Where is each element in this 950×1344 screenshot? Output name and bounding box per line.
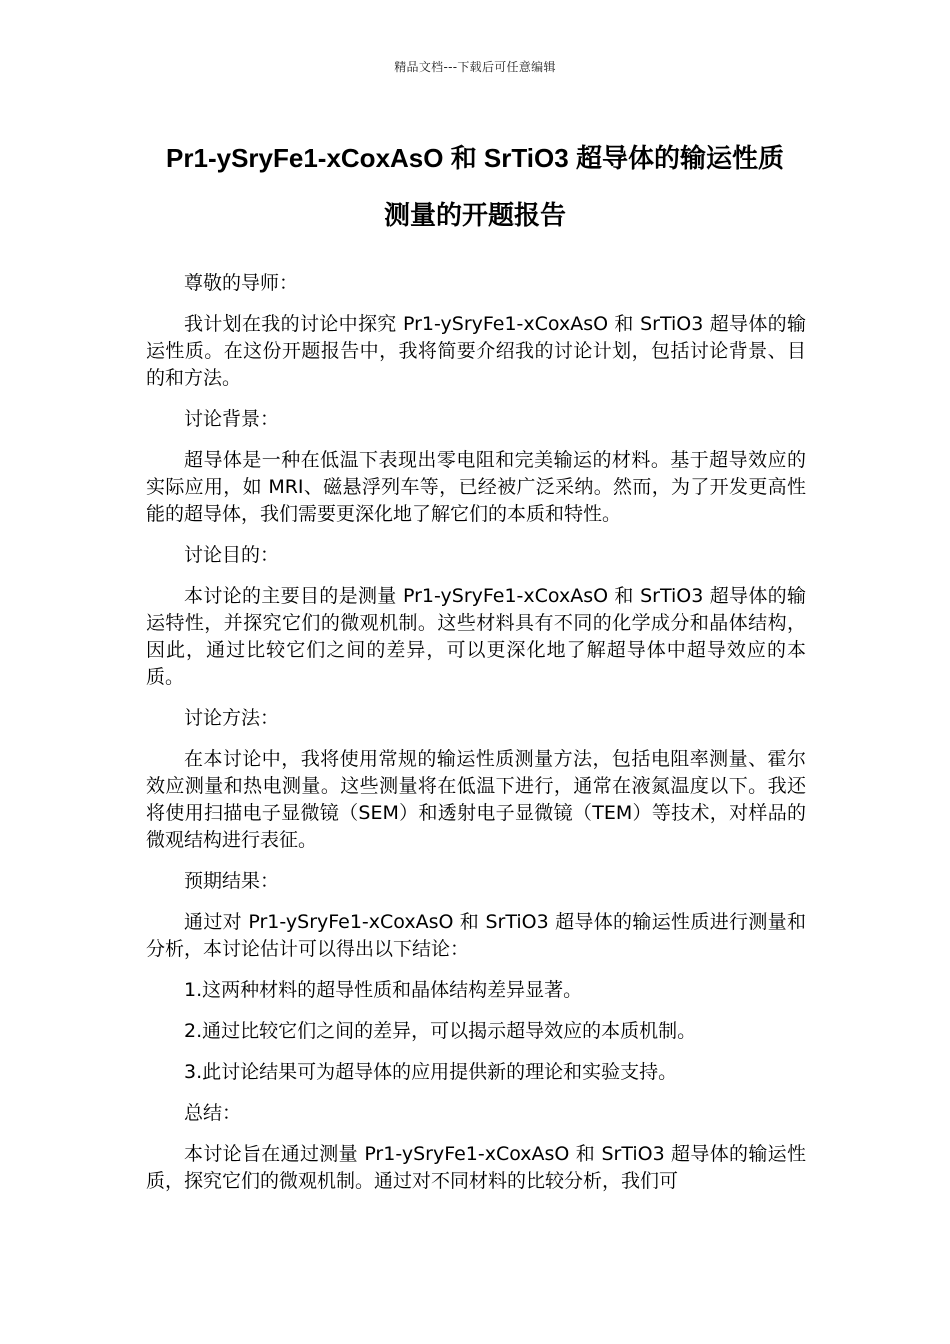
header-note: 精品文档---下载后可任意编辑 [394, 60, 556, 74]
section-heading-expected-results: 预期结果： [184, 870, 280, 892]
section-heading-background: 讨论背景： [184, 408, 280, 430]
salutation: 尊敬的导师： [184, 272, 299, 294]
intro-paragraph: 我计划在我的讨论中探究 Pr1-ySryFe1-xCoxAsO 和 SrTiO3 超导体的输运性质。在这份开题报告中，我将简要介绍我的讨论计划，包括讨论背景、目的和方法。 [146, 313, 806, 389]
background-paragraph: 超导体是一种在低温下表现出零电阻和完美输运的材料。基于超导效应的实际应用，如 MRI、磁悬浮列车等，已经被广泛采纳。然而，为了开发更高性能的超导体，我们需要更深化地了解它们的本质和特性。 [146, 449, 806, 525]
conclusion-item-2: 2.通过比较它们之间的差异，可以揭示超导效应的本质机制。 [184, 1020, 697, 1042]
expected-results-paragraph: 通过对 Pr1-ySryFe1-xCoxAsO 和 SrTiO3 超导体的输运性质进行测量和分析，本讨论估计可以得出以下结论： [146, 911, 806, 960]
document-body [146, 270, 806, 1209]
document-title-line-2: 测量的开题报告 [383, 200, 566, 230]
purpose-paragraph: 本讨论的主要目的是测量 Pr1-ySryFe1-xCoxAsO 和 SrTiO3 超导体的输运特性，并探究它们的微观机制。这些材料具有不同的化学成分和晶体结构，因此，通过比较它们之间的差异，可以更深化地了解超导体中超导效应的本质。 [146, 585, 806, 688]
method-paragraph: 在本讨论中，我将使用常规的输运性质测量方法，包括电阻率测量、霍尔效应测量和热电测量。这些测量将在低温下进行，通常在液氮温度以下。我还将使用扫描电子显微镜（SEM）和透射电子显微镜（TEM）等技术，对样品的微观结构进行表征。 [146, 748, 806, 851]
section-heading-summary: 总结： [184, 1102, 242, 1124]
conclusion-item-3: 3.此讨论结果可为超导体的应用提供新的理论和实验支持。 [184, 1061, 678, 1083]
conclusion-item-1: 1.这两种材料的超导性质和晶体结构差异显著。 [184, 979, 583, 1001]
section-heading-method: 讨论方法： [184, 707, 280, 729]
summary-paragraph: 本讨论旨在通过测量 Pr1-ySryFe1-xCoxAsO 和 SrTiO3 超导体的输运性质，探究它们的微观机制。通过对不同材料的比较分析，我们可 [146, 1143, 806, 1192]
document-title-line-1: Pr1-ySryFe1-xCoxAsO 和 SrTiO3 超导体的输运性质 [166, 143, 784, 173]
section-heading-purpose: 讨论目的： [184, 544, 280, 566]
